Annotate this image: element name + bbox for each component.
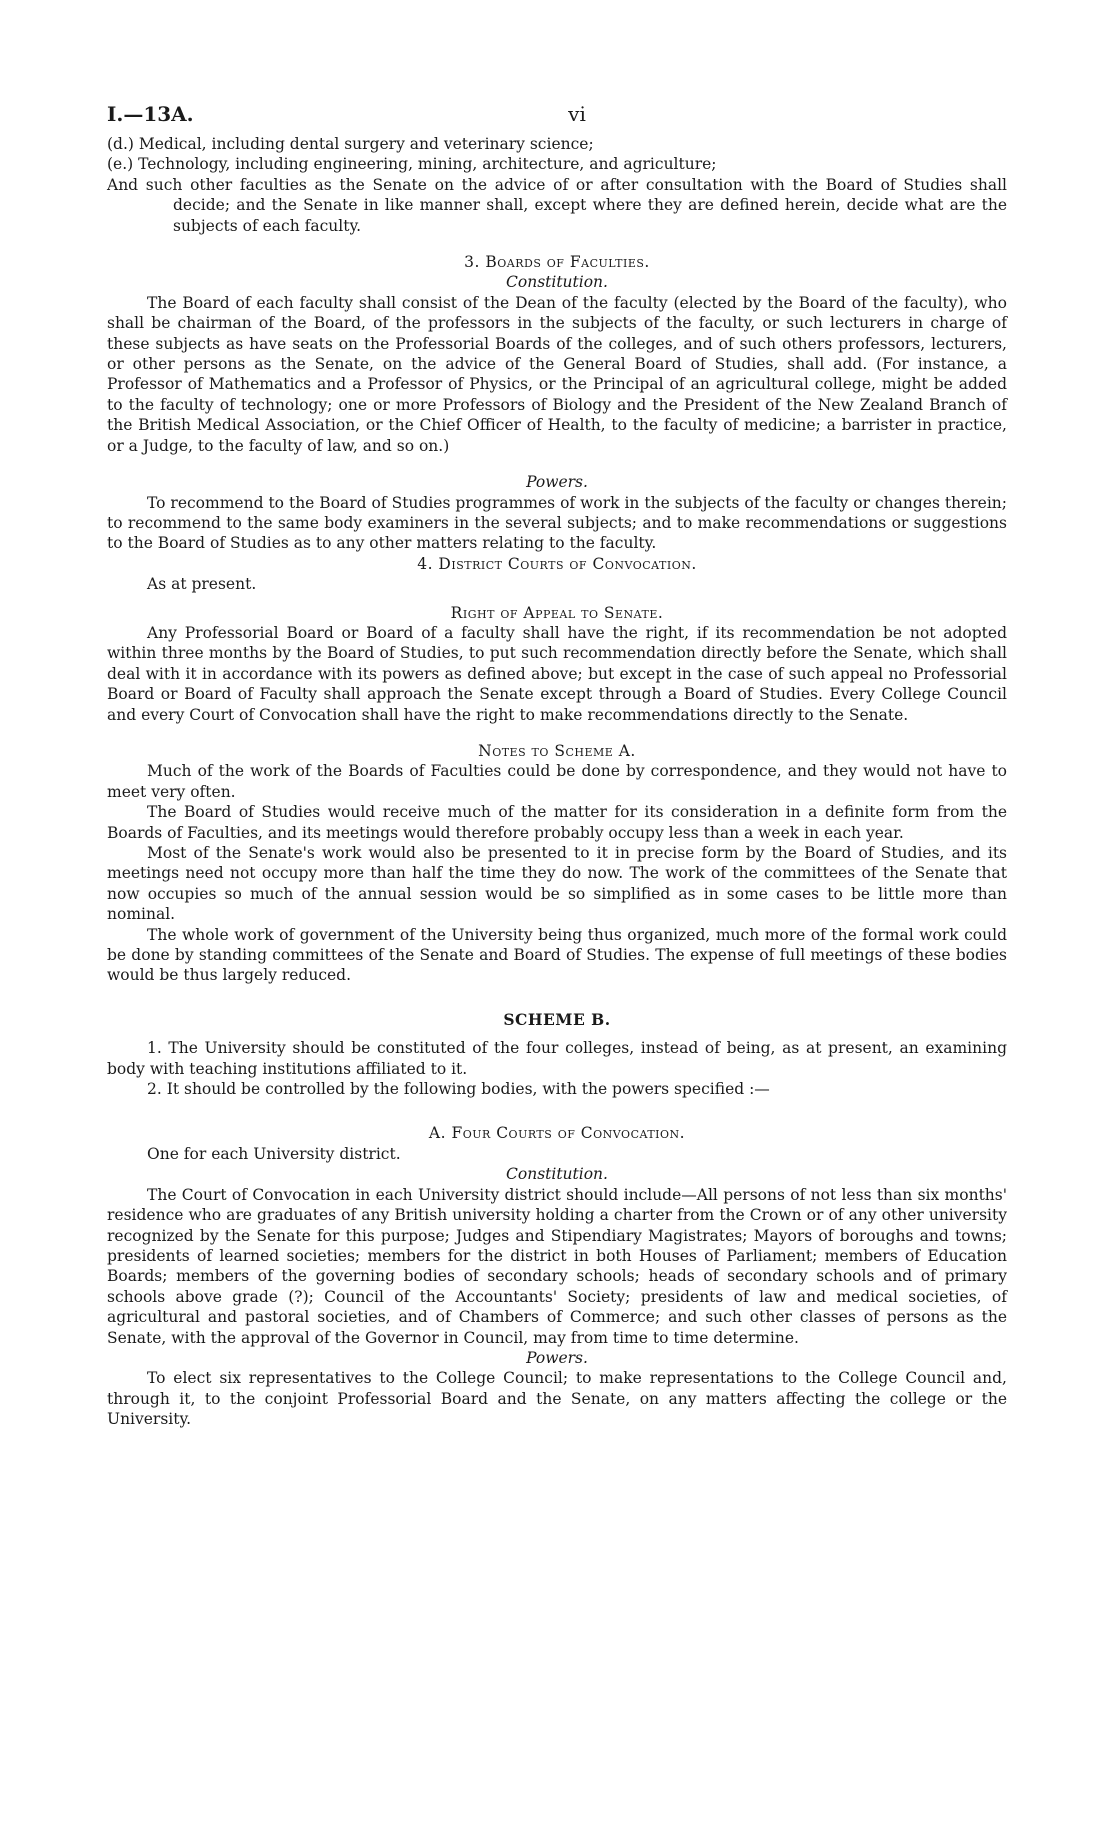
section-3-constitution-heading: Constitution. bbox=[506, 273, 608, 292]
section-a-powers-heading: Powers. bbox=[526, 1348, 588, 1367]
section-3-powers-heading: Powers. bbox=[526, 473, 588, 492]
notes-paragraph-2: The Board of Studies would receive much of the matter for its consideration in a definite form from the Boards of Faculties, and its meetings would therefore probably occupy less than a week in each year. bbox=[107, 803, 1007, 842]
document-reference: I.—13A. bbox=[107, 102, 194, 126]
section-a-constitution-text: The Court of Convocation in each University district should include—All persons of not less than six months' residence who are graduates of any British university holding a charter from the Crown or of any other university recognized by the Senate for this purpose; Judges and Stipendiary Magistrates; Mayors of boroughs and towns; presidents of learned societies; members for the district in both Houses of Parliament; members of Education Boards; members of the governing bodies of secondary schools; heads of secondary schools and of primary schools above grade (?); Council of the Accountants' Society; presidents of law and medical societies, of agricultural and pastoral societies, and of Chambers of Commerce; and such other classes of persons as the Senate, with the approval of the Governor in Council, may from time to time determine. bbox=[107, 1185, 1007, 1347]
notes-paragraph-3: Most of the Senate's work would also be presented to it in precise form by the Board of Studies, and its meetings need not occupy more than half the time they do now. The work of the committees of the Senate that now occupies so much of the annual session would be so simplified as in some cases to be little more than nominal. bbox=[107, 844, 1007, 924]
list-item-e: (e.) Technology, including engineering, mining, architecture, and agriculture; bbox=[107, 155, 717, 174]
scheme-b-paragraph-2: 2. It should be controlled by the following bodies, with the powers specified :— bbox=[147, 1080, 770, 1099]
document-page bbox=[107, 104, 1007, 1430]
notes-paragraph-4: The whole work of government of the University being thus organized, much more of the formal work could be done by standing committees of the Senate and Board of Studies. The expense of full meetings of these bodies would be thus largely reduced. bbox=[107, 925, 1007, 985]
list-continuation: And such other faculties as the Senate on the advice of or after consultation with the Board of Studies shall decide; and the Senate in like manner shall, except where they are defined herein, decide what are the subjects of each faculty. bbox=[107, 175, 1007, 235]
notes-heading: Notes to Scheme A. bbox=[478, 741, 636, 760]
section-4-text: As at present. bbox=[147, 575, 257, 594]
section-3-constitution-text: The Board of each faculty shall consist of the Dean of the faculty (elected by the Board of the faculty), who shall be chairman of the Board, of the professors in the subjects of the faculty, or such lecturers in charge of these subjects as have seats on the Professorial Boards of the colleges, and of such others professors, lecturers, or other persons as the Senate, on the advice of the General Board of Studies, shall add. (For instance, a Professor of Mathematics and a Professor of Physics, or the Principal of an agricultural college, might be added to the faculty of technology; one or more Professors of Biology and the President of the New Zealand Branch of the British Medical Association, or the Chief Officer of Health, to the faculty of medicine; a barrister in practice, or a Judge, to the faculty of law, and so on.) bbox=[107, 293, 1007, 455]
scheme-b-paragraph-1: 1. The University should be constituted of the four colleges, instead of being, as at present, an examining body with teaching institutions affiliated to it. bbox=[107, 1039, 1007, 1078]
appeal-text: Any Professorial Board or Board of a faculty shall have the right, if its recommendation be not adopted within three months by the Board of Studies, to put such recommendation directly before the Senate, which shall deal with it in accordance with its powers as defined above; but except in the case of such appeal no Professorial Board or Board of Faculty shall approach the Senate except through a Board of Studies. Every College Council and every Court of Convocation shall have the right to make recommendations directly to the Senate. bbox=[107, 623, 1007, 724]
scheme-b-heading: SCHEME B. bbox=[503, 1009, 611, 1029]
section-3-heading: 3. Boards of Faculties. bbox=[464, 253, 650, 272]
appeal-heading: Right of Appeal to Senate. bbox=[450, 603, 664, 622]
list-item-d: (d.) Medical, including dental surgery and veterinary science; bbox=[107, 135, 594, 153]
section-a-constitution-heading: Constitution. bbox=[506, 1165, 608, 1184]
section-3-powers-text: To recommend to the Board of Studies programmes of work in the subjects of the faculty or changes therein; to recommend to the same body examiners in the several subjects; and to make recommendations or suggestions to the Board of Studies as to any other matters relating to the faculty. bbox=[107, 493, 1007, 553]
notes-paragraph-1: Much of the work of the Boards of Faculties could be done by correspondence, and they would not have to meet very often. bbox=[107, 762, 1007, 801]
section-4-heading: 4. District Courts of Convocation. bbox=[417, 554, 697, 573]
page-header bbox=[107, 104, 1007, 134]
page-number: vi bbox=[568, 102, 586, 126]
section-a-heading: A. Four Courts of Convocation. bbox=[428, 1124, 686, 1143]
section-a-intro: One for each University district. bbox=[147, 1144, 401, 1163]
section-a-powers-text: To elect six representatives to the College Council; to make representations to the College Council and, through it, to the conjoint Professorial Board and the Senate, on any matters affecting the college or the University. bbox=[107, 1369, 1007, 1429]
